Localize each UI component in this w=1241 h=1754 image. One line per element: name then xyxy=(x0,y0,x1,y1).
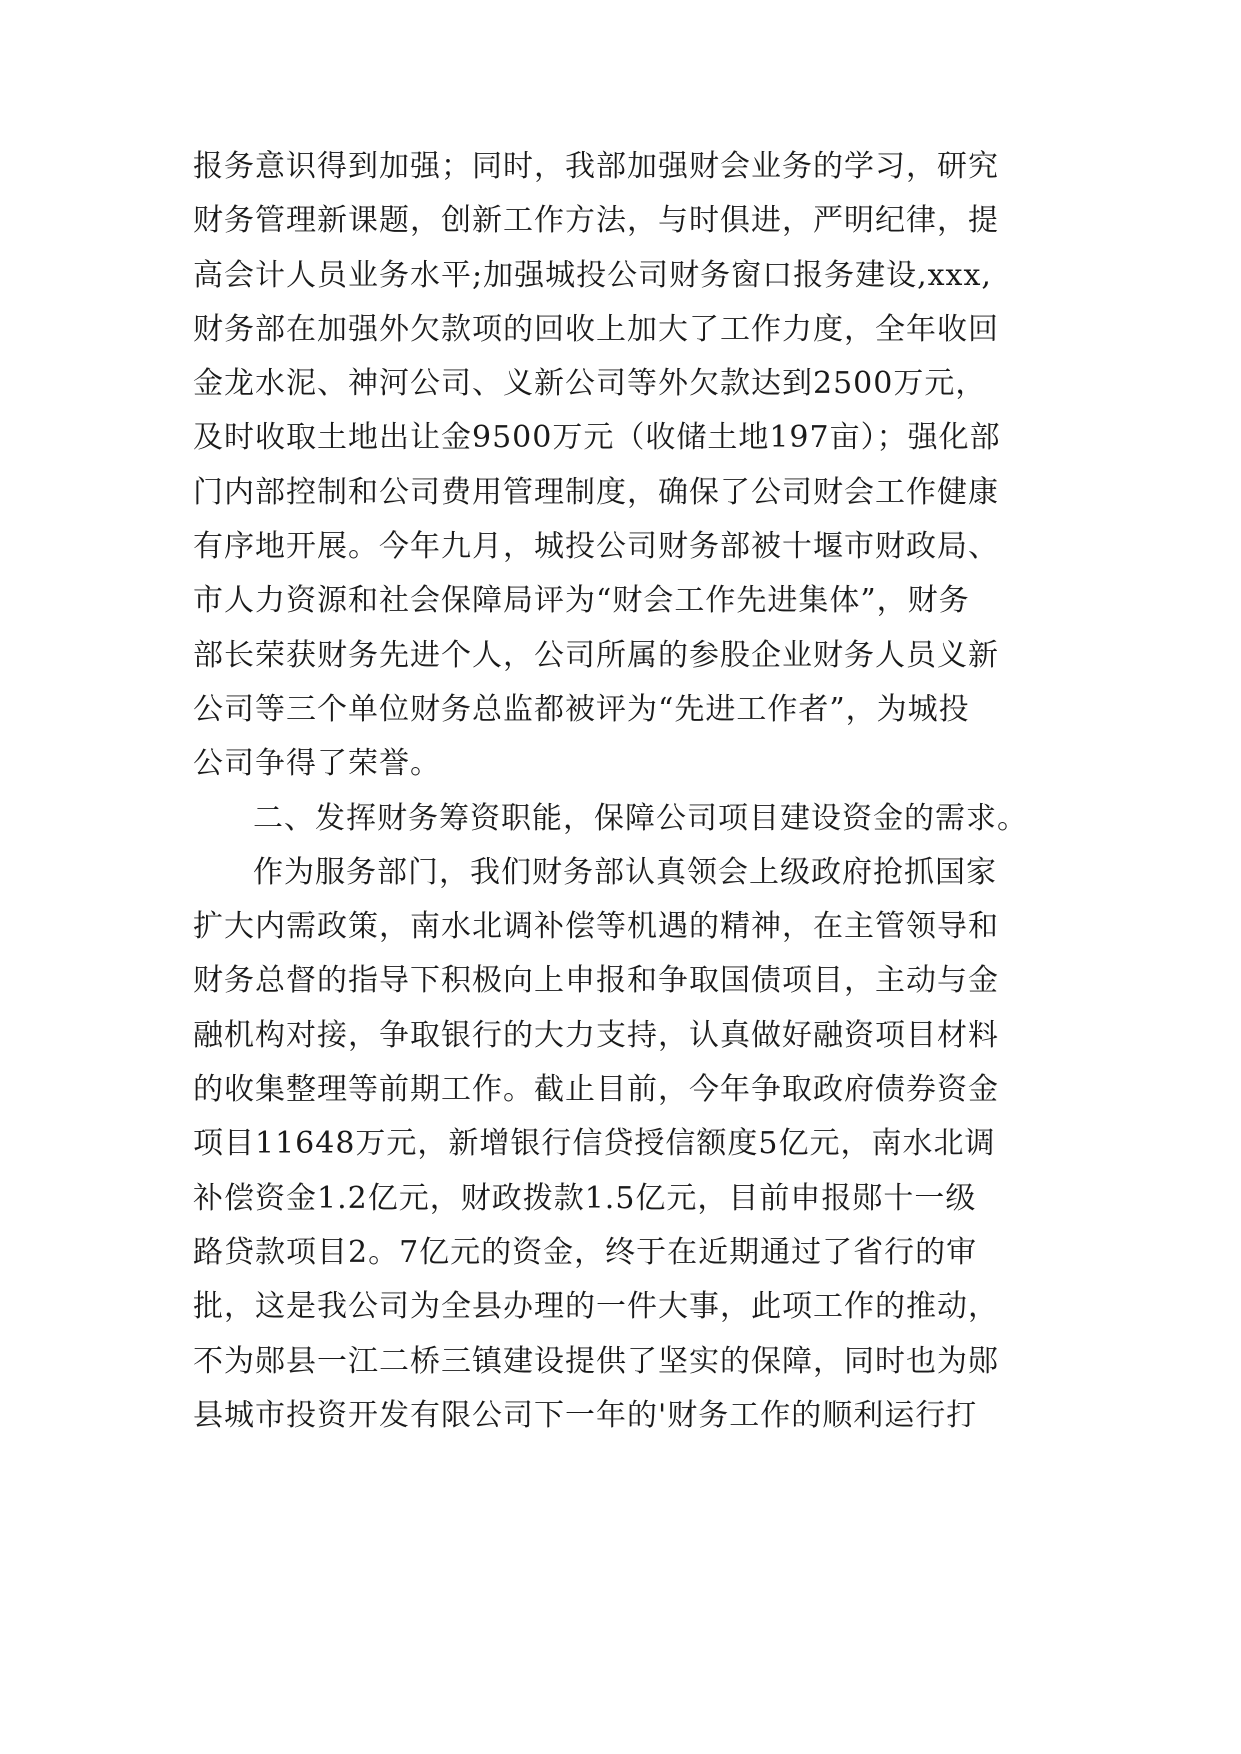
text-line: 不为郧县一江二桥三镇建设提供了坚实的保障，同时也为郧 xyxy=(193,1343,999,1379)
text-line: 部长荣获财务先进个人，公司所属的参股企业财务人员义新 xyxy=(193,637,999,673)
section-heading: 二、发挥财务筹资职能，保障公司项目建设资金的需求。 xyxy=(253,800,1028,836)
text-line: 及时收取土地出让金9500万元（收储土地197亩）；强化部 xyxy=(193,420,1001,456)
text-line: 有序地开展。今年九月，城投公司财务部被十堰市财政局、 xyxy=(193,529,999,565)
text-line: 公司等三个单位财务总监都被评为“先进工作者”，为城投 xyxy=(193,691,970,727)
text-line: 财务部在加强外欠款项的回收上加大了工作力度，全年收回 xyxy=(193,311,999,347)
text-line: 扩大内需政策，南水北调补偿等机遇的精神，在主管领导和 xyxy=(193,909,999,945)
text-line: 补偿资金1.2亿元，财政拨款1.5亿元，目前申报郧十一级 xyxy=(193,1180,977,1216)
text-line: 县城市投资开发有限公司下一年的'财务工作的顺利运行打 xyxy=(193,1397,978,1433)
text-line: 的收集整理等前期工作。截止目前，今年争取政府债券资金 xyxy=(193,1072,999,1108)
text-line: 项目11648万元，新增银行信贷授信额度5亿元，南水北调 xyxy=(193,1126,996,1162)
text-line: 批，这是我公司为全县办理的一件大事，此项工作的推动， xyxy=(193,1289,999,1325)
document-body xyxy=(193,140,1043,1443)
text-line: 财务总督的指导下积极向上申报和争取国债项目，主动与金 xyxy=(193,963,999,999)
text-line: 公司争得了荣誉。 xyxy=(193,746,441,782)
text-line: 高会计人员业务水平;加强城投公司财务窗口报务建设,xxx, xyxy=(193,257,992,293)
text-line: 金龙水泥、神河公司、义新公司等外欠款达到2500万元， xyxy=(193,366,987,402)
text-line: 融机构对接，争取银行的大力支持，认真做好融资项目材料 xyxy=(193,1017,999,1053)
paragraph-start-line: 作为服务部门，我们财务部认真领会上级政府抢抓国家 xyxy=(253,854,997,890)
text-line: 路贷款项目2。7亿元的资金，终于在近期通过了省行的审 xyxy=(193,1234,978,1270)
text-line: 市人力资源和社会保障局评为“财会工作先进集体”，财务 xyxy=(193,583,970,619)
text-line: 报务意识得到加强；同时，我部加强财会业务的学习，研究 xyxy=(193,149,999,184)
text-line: 门内部控制和公司费用管理制度，确保了公司财会工作健康 xyxy=(193,474,999,510)
text-line: 财务管理新课题，创新工作方法，与时俱进，严明纪律，提 xyxy=(193,203,999,239)
